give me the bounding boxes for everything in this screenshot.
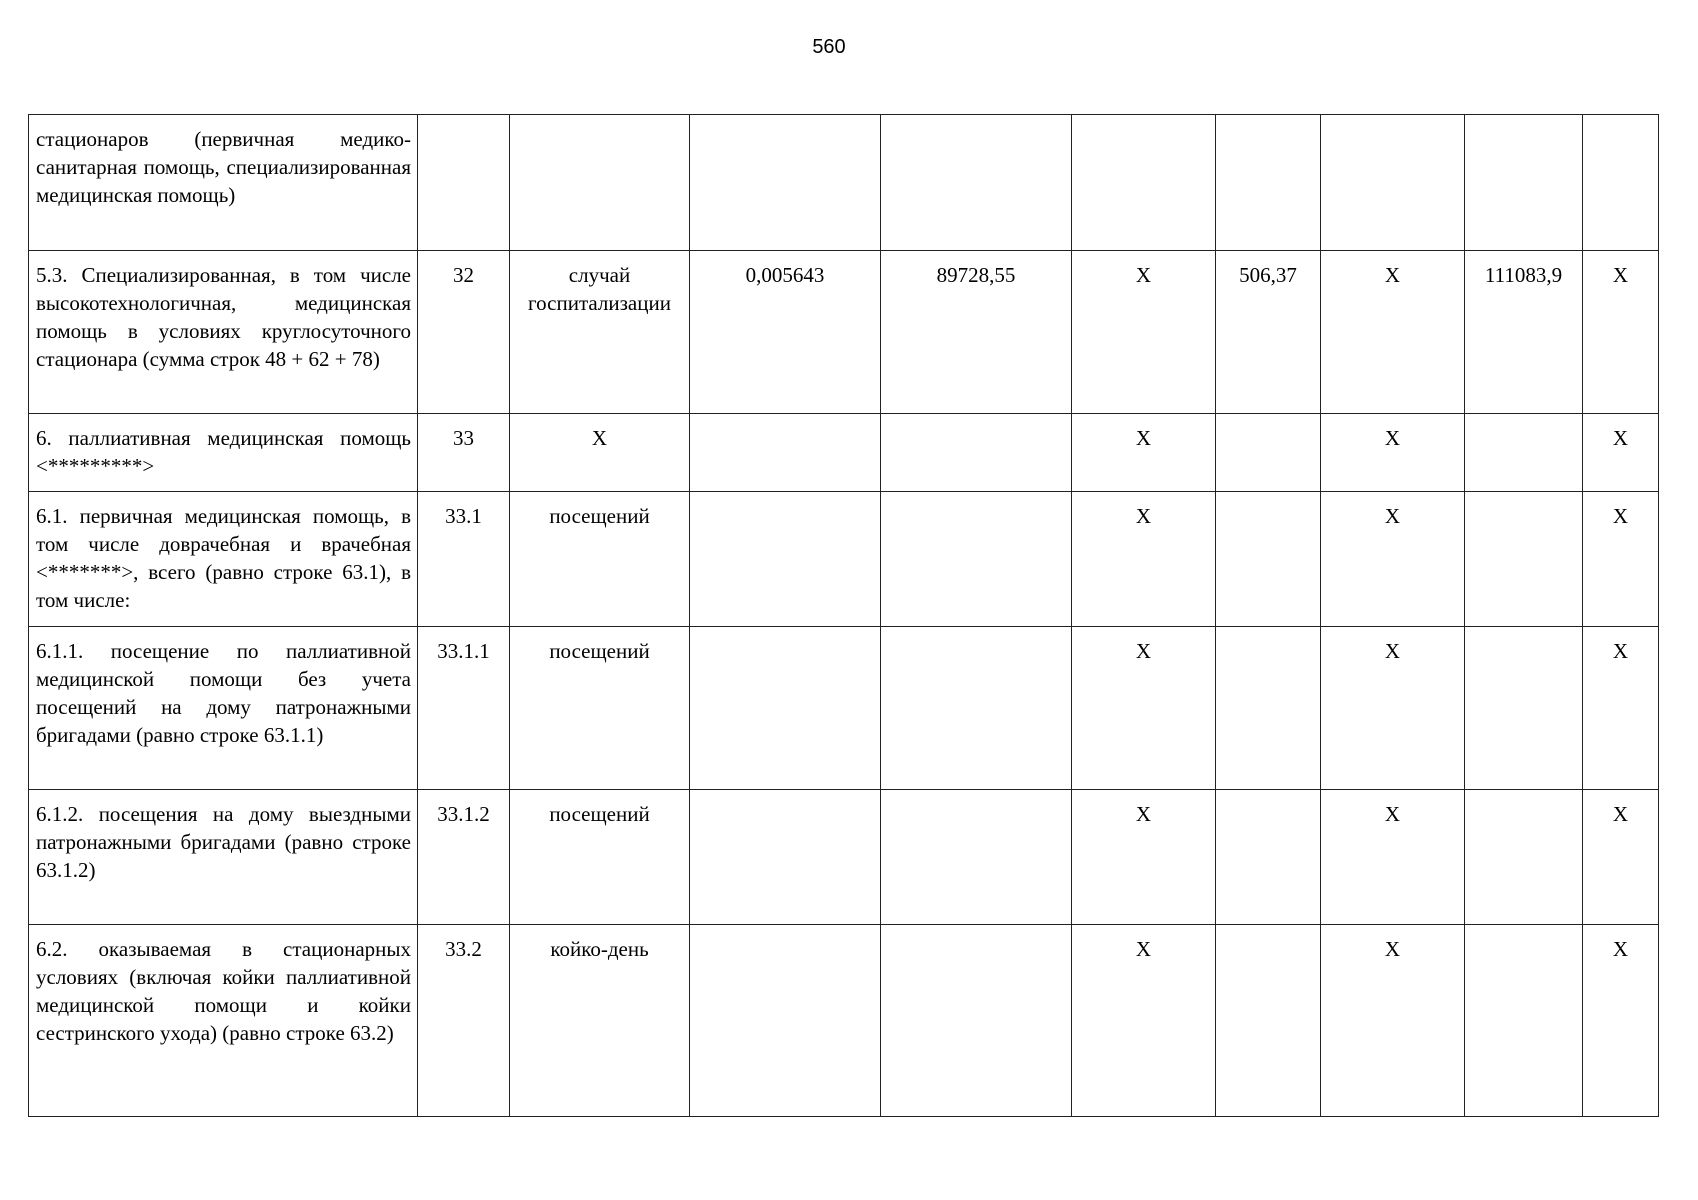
row-code	[418, 115, 510, 251]
row-code: 33.1	[418, 492, 510, 627]
cell-col10: X	[1583, 925, 1659, 1117]
cell-col6: X	[1072, 251, 1216, 414]
row-unit: X	[510, 414, 690, 492]
row-unit: случай госпитализации	[510, 251, 690, 414]
table-row	[29, 414, 1659, 492]
cell-col5: 89728,55	[881, 251, 1072, 414]
cell-col9	[1465, 115, 1583, 251]
row-description: 6.1.1. посещение по паллиативной медицинской помощи без учета посещений на дому патронажными бригадами (равно строке 63.1.1)	[29, 627, 418, 790]
row-code: 33.2	[418, 925, 510, 1117]
cell-col4	[690, 414, 881, 492]
cell-col7	[1216, 790, 1321, 925]
cell-col10: X	[1583, 251, 1659, 414]
row-description: 6.2. оказываемая в стационарных условиях (включая койки паллиативной медицинской помощи и койки сестринского ухода) (равно строке 63.2)	[29, 925, 418, 1117]
cell-col5	[881, 414, 1072, 492]
table-row	[29, 492, 1659, 627]
cell-col8: X	[1321, 925, 1465, 1117]
cell-col10	[1583, 115, 1659, 251]
cell-col6: X	[1072, 627, 1216, 790]
cell-col5	[881, 790, 1072, 925]
row-code: 33.1.2	[418, 790, 510, 925]
cell-col8	[1321, 115, 1465, 251]
row-unit: посещений	[510, 492, 690, 627]
cell-col5	[881, 115, 1072, 251]
cell-col8: X	[1321, 251, 1465, 414]
cell-col8: X	[1321, 414, 1465, 492]
cell-col4	[690, 115, 881, 251]
table-row	[29, 627, 1659, 790]
cell-col9: 111083,9	[1465, 251, 1583, 414]
cell-col7	[1216, 627, 1321, 790]
table-row	[29, 115, 1659, 251]
cell-col6	[1072, 115, 1216, 251]
cell-col9	[1465, 790, 1583, 925]
cell-col9	[1465, 414, 1583, 492]
cell-col7	[1216, 414, 1321, 492]
row-description: 6.1. первичная медицинская помощь, в том числе доврачебная и врачебная <*******>, всего (равно строке 63.1), в том числе:	[29, 492, 418, 627]
table-row	[29, 925, 1659, 1117]
cell-col4	[690, 925, 881, 1117]
table-row	[29, 251, 1659, 414]
cell-col9	[1465, 627, 1583, 790]
cell-col4	[690, 492, 881, 627]
cell-col4	[690, 627, 881, 790]
page-number: 560	[812, 36, 846, 58]
cell-col10: X	[1583, 627, 1659, 790]
cell-col4: 0,005643	[690, 251, 881, 414]
row-code: 33.1.1	[418, 627, 510, 790]
row-description: 6.1.2. посещения на дому выездными патронажными бригадами (равно строке 63.1.2)	[29, 790, 418, 925]
cell-col9	[1465, 492, 1583, 627]
cell-col4	[690, 790, 881, 925]
cell-col6: X	[1072, 790, 1216, 925]
cell-col7	[1216, 115, 1321, 251]
row-description: 6. паллиативная медицинская помощь <*********>	[29, 414, 418, 492]
cell-col5	[881, 492, 1072, 627]
cell-col9	[1465, 925, 1583, 1117]
cell-col10: X	[1583, 492, 1659, 627]
cell-col10: X	[1583, 790, 1659, 925]
cell-col7	[1216, 925, 1321, 1117]
row-unit: посещений	[510, 627, 690, 790]
cell-col8: X	[1321, 790, 1465, 925]
cell-col5	[881, 627, 1072, 790]
data-table	[28, 114, 1659, 1117]
cell-col7: 506,37	[1216, 251, 1321, 414]
row-unit	[510, 115, 690, 251]
cell-col5	[881, 925, 1072, 1117]
row-code: 32	[418, 251, 510, 414]
cell-col6: X	[1072, 492, 1216, 627]
row-description: 5.3. Специализированная, в том числе высокотехнологичная, медицинская помощь в условиях круглосуточного стационара (сумма строк 48 + 62 + 78)	[29, 251, 418, 414]
cell-col10: X	[1583, 414, 1659, 492]
cell-col8: X	[1321, 627, 1465, 790]
cell-col6: X	[1072, 414, 1216, 492]
cell-col8: X	[1321, 492, 1465, 627]
row-unit: посещений	[510, 790, 690, 925]
cell-col7	[1216, 492, 1321, 627]
table-row	[29, 790, 1659, 925]
row-description: стационаров (первичная медико-санитарная помощь, специализированная медицинская помощь)	[29, 115, 418, 251]
row-unit: койко-день	[510, 925, 690, 1117]
cell-col6: X	[1072, 925, 1216, 1117]
row-code: 33	[418, 414, 510, 492]
